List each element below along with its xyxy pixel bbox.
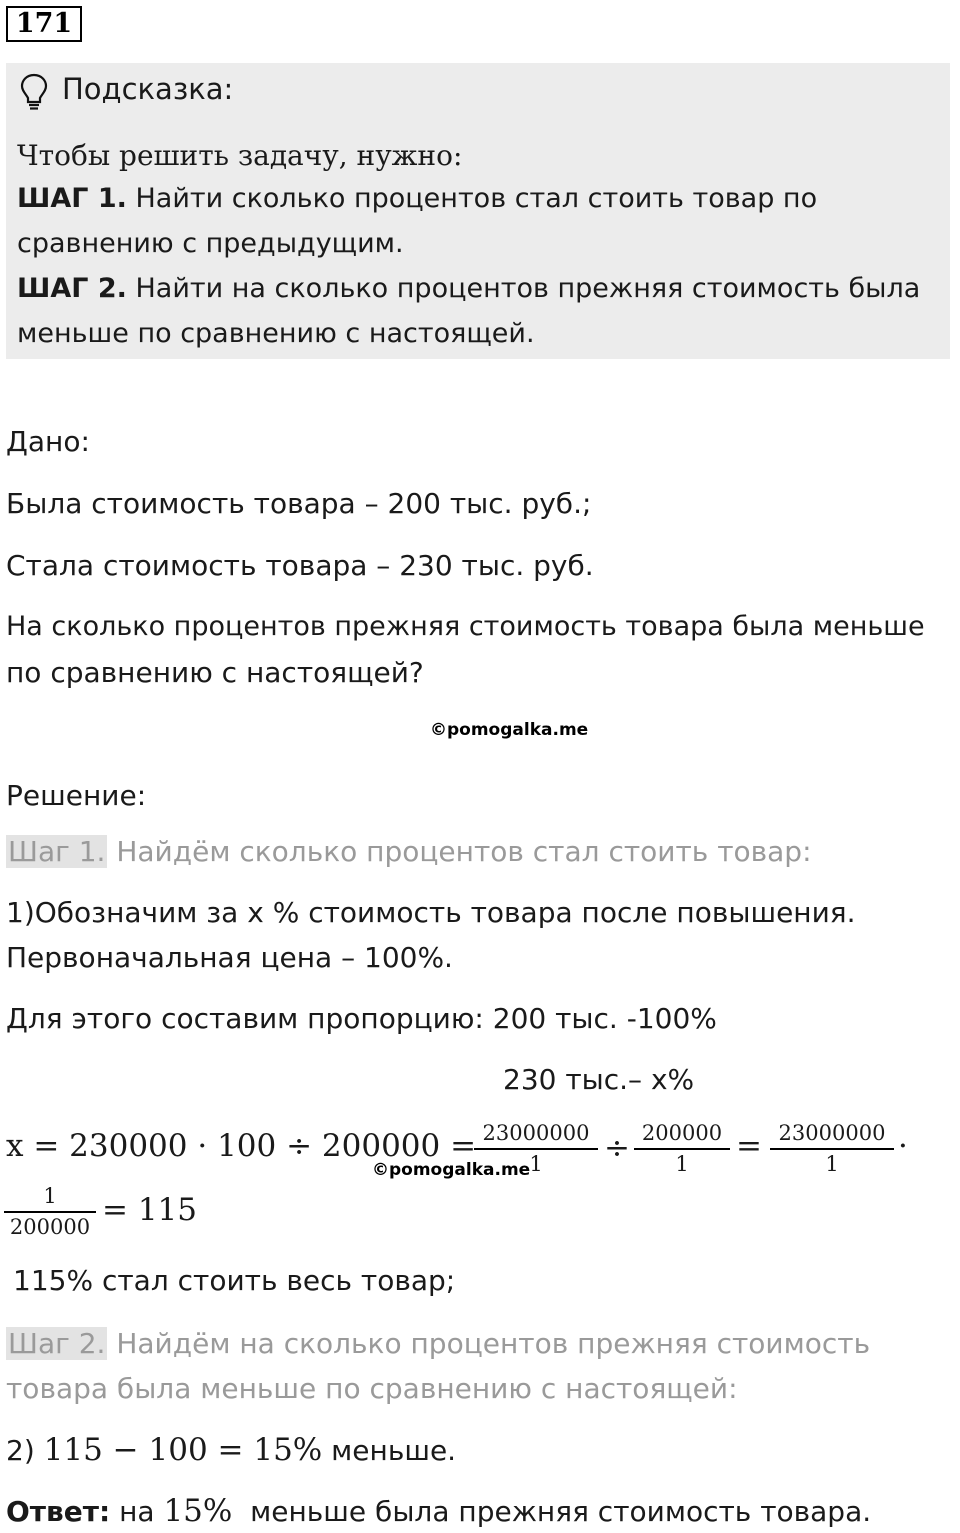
answer-line [6, 1493, 871, 1529]
answer-math: 15% [163, 1493, 233, 1529]
watermark-2: ©pomogalka.me [372, 1160, 531, 1180]
multiply-dot: · [898, 1128, 908, 1164]
given-question: На сколько процентов прежняя стоимость товара была меньше [6, 611, 925, 642]
paragraph-1: 1)Обозначим за x % стоимость товара после повышения. [6, 896, 856, 929]
step2-label: Шаг 2. [8, 1327, 106, 1360]
fraction-4-bar [4, 1211, 96, 1213]
paragraph-2 [6, 1432, 456, 1468]
fraction-2-numerator: 200000 [641, 1121, 723, 1145]
solution-step1 [6, 835, 812, 868]
hint-step2-cont: меньше по сравнению с настоящей. [17, 318, 535, 349]
task-number: 171 [6, 6, 82, 42]
hint-step1 [17, 183, 817, 214]
fraction-3-bar [770, 1148, 894, 1150]
step1-label: Шаг 1. [8, 835, 106, 868]
hint-step2 [17, 273, 920, 304]
hint-title: Подсказка: [62, 72, 234, 106]
equation-lhs: x = 230000 · 100 ÷ 200000 = [6, 1128, 477, 1164]
divide-sign: ÷ [604, 1130, 630, 1166]
hint-step2-label: ШАГ 2. [17, 273, 127, 304]
fraction-1-denominator: 1 [529, 1152, 543, 1176]
hint-intro: Чтобы решить задачу, нужно: [17, 139, 463, 172]
fraction-3-numerator: 23000000 [778, 1121, 886, 1145]
p2-prefix: 2) [6, 1434, 35, 1467]
fraction-3-denominator: 1 [825, 1152, 839, 1176]
hint-step1-cont: сравнению с предыдущим. [17, 228, 404, 259]
answer-label: Ответ: [6, 1495, 111, 1528]
equation-result: = 115 [102, 1192, 197, 1228]
fraction-1-bar [474, 1148, 598, 1150]
solution-heading: Решение: [6, 779, 147, 812]
result-line: 115% стал стоить весь товар; [13, 1264, 456, 1297]
answer-post: меньше была прежняя стоимость товара. [232, 1495, 872, 1528]
solution-step2 [6, 1327, 870, 1360]
step1-text: Найдём сколько процентов стал стоить товар: [107, 835, 812, 868]
proportion-line-1: Для этого составим пропорцию: 200 тыс. -100% [6, 1002, 717, 1035]
given-heading: Дано: [6, 425, 90, 458]
p2-suffix: меньше. [322, 1434, 457, 1467]
fraction-2 [634, 1120, 730, 1176]
watermark: ©pomogalka.me [430, 720, 589, 740]
hint-step2-text: Найти на сколько процентов прежняя стоимость была [126, 273, 921, 304]
fraction-3 [770, 1120, 894, 1176]
given-question-cont: по сравнению с настоящей? [6, 656, 424, 689]
paragraph-1-cont: Первоначальная цена – 100%. [6, 941, 453, 974]
hint-step1-text: Найти сколько процентов стал стоить товар по [126, 183, 818, 214]
given-line-1: Была стоимость товара – 200 тыс. руб.; [6, 487, 592, 520]
equals-sign: = [736, 1128, 762, 1164]
fraction-1-numerator: 23000000 [482, 1121, 590, 1145]
step2-text: Найдём на сколько процентов прежняя стоимость [107, 1327, 871, 1360]
fraction-4-denominator: 200000 [9, 1215, 91, 1239]
hint-step1-label: ШАГ 1. [17, 183, 127, 214]
given-line-2: Стала стоимость товара – 230 тыс. руб. [6, 549, 594, 582]
fraction-2-denominator: 1 [675, 1152, 689, 1176]
fraction-4-numerator: 1 [43, 1184, 57, 1208]
fraction-4 [4, 1183, 96, 1239]
solution-step2-cont: товара была меньше по сравнению с настоящей: [6, 1372, 738, 1405]
answer-pre: на [110, 1495, 164, 1528]
lightbulb-icon [18, 72, 50, 112]
proportion-line-2: 230 тыс.– x% [503, 1063, 695, 1096]
fraction-2-bar [634, 1148, 730, 1150]
p2-math: 115 − 100 = 15% [43, 1432, 323, 1468]
